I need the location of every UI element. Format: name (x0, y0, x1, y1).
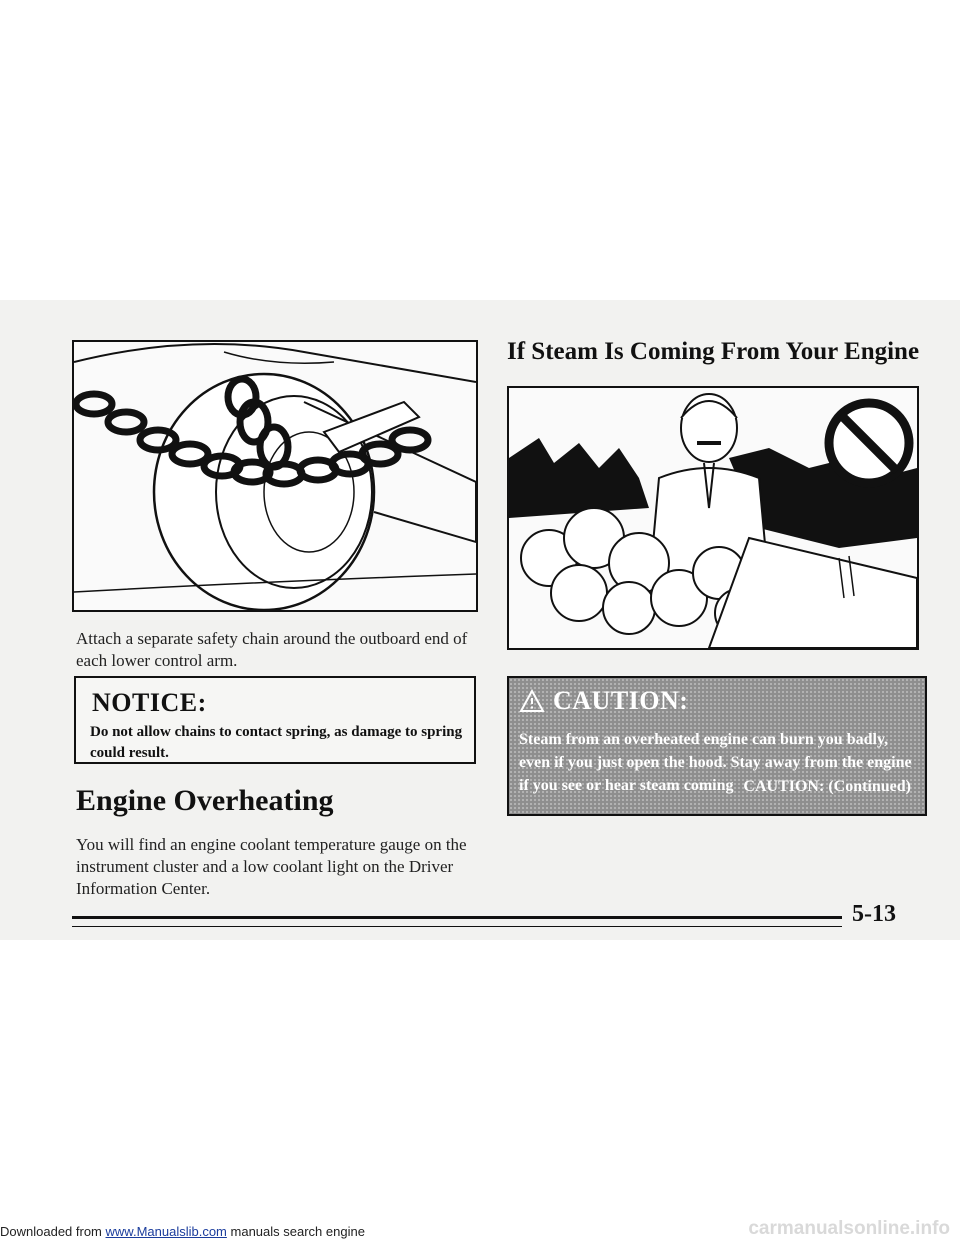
chain-caption: Attach a separate safety chain around the outboard end of each lower control arm. (76, 629, 468, 670)
manualslib-link[interactable]: www.Manualslib.com (105, 1224, 227, 1239)
caution-box (507, 676, 927, 816)
footer-suffix: manuals search engine (230, 1224, 365, 1239)
notice-box (74, 676, 476, 764)
manual-page (0, 300, 960, 940)
caution-title: CAUTION: (553, 686, 689, 715)
engine-overheating-heading: Engine Overheating (76, 784, 334, 817)
chain-around-control-arm-drawing (74, 342, 476, 610)
caution-header (519, 686, 688, 716)
notice-body: Do not allow chains to contact spring, as damage to spring could result. (90, 724, 463, 761)
site-watermark: carmanualsonline.info (748, 1218, 950, 1239)
caution-body: Steam from an overheated engine can burn you badly, even if you just open the hood. Stay away from the engine if you see or hear steam coming (519, 731, 912, 794)
notice-title: NOTICE: (92, 688, 207, 717)
page-number: 5-13 (852, 901, 896, 927)
footer-rule-thin (72, 926, 842, 927)
steam-warning-illustration (507, 386, 919, 650)
person-near-steaming-engine-drawing (509, 388, 917, 648)
safety-chain-illustration (72, 340, 478, 612)
caution-continued: CAUTION: (Continued) (743, 778, 911, 795)
footer-prefix: Downloaded from (0, 1224, 102, 1239)
warning-triangle-icon (519, 689, 545, 713)
blank-scan-margin (0, 0, 960, 300)
footer-rule-thick (72, 916, 842, 919)
steam-section-heading: If Steam Is Coming From Your Engine (507, 338, 920, 365)
download-footer (0, 1224, 365, 1239)
engine-overheating-text: You will find an engine coolant temperature gauge on the instrument cluster and a low coolant light on the Driver Information Center. (76, 835, 467, 898)
